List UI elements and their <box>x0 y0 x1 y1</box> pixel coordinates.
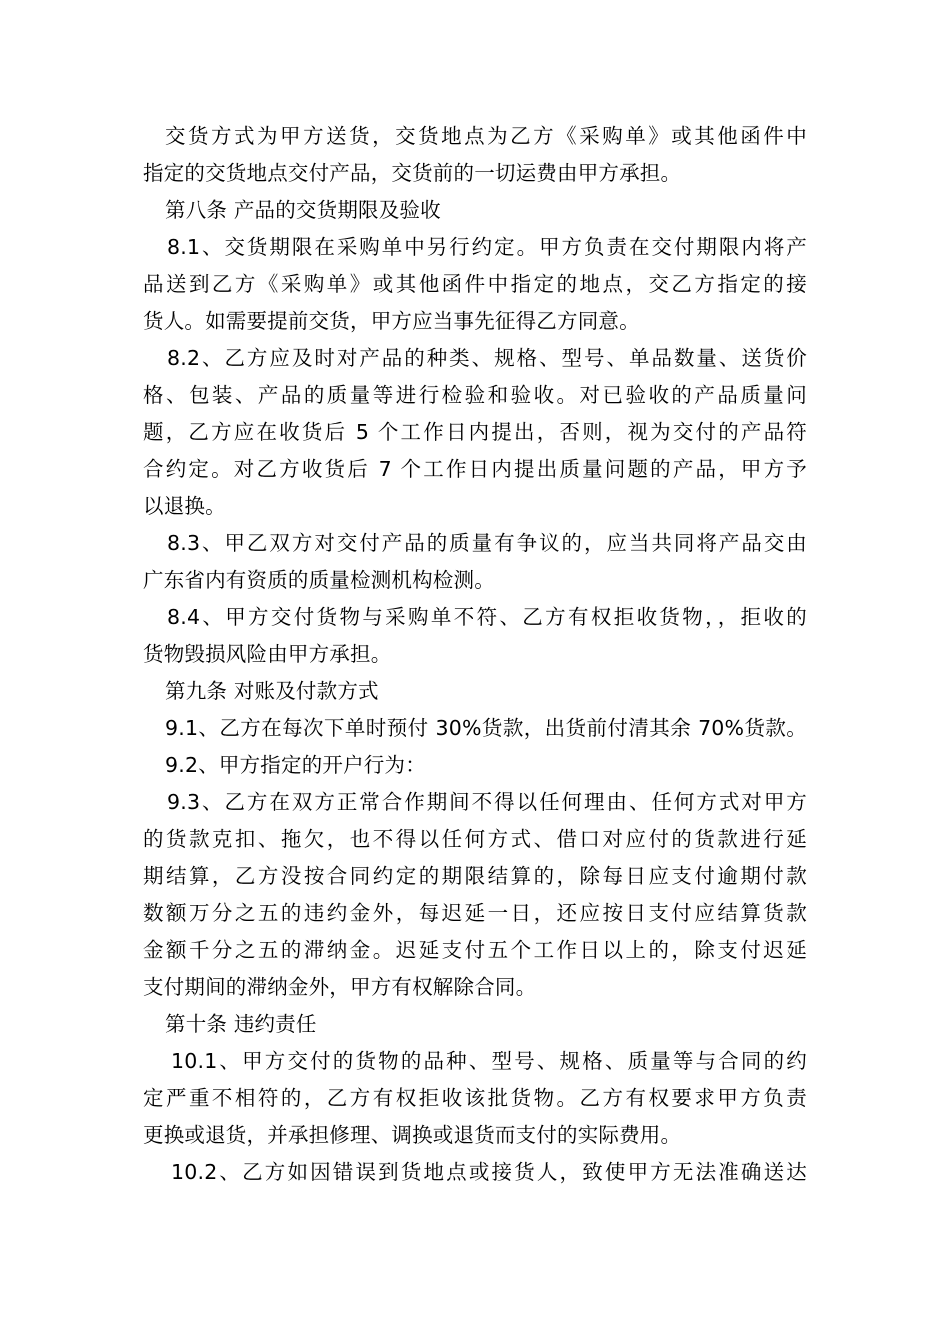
paragraph-line: 期结算，乙方没按合同约定的期限结算的，除每日应支付逾期付款 <box>143 864 807 888</box>
paragraph-line: 题，乙方应在收货后 5 个工作日内提出，否则，视为交付的产品符 <box>143 420 807 444</box>
paragraph-line: 品送到乙方《采购单》或其他函件中指定的地点，交乙方指定的接 <box>143 272 807 296</box>
paragraph-line: 定严重不相符的，乙方有权拒收该批货物。乙方有权要求甲方负责 <box>143 1086 807 1110</box>
paragraph-line: 9.2、甲方指定的开户行为： <box>165 753 426 777</box>
paragraph-line: 交货方式为甲方送货，交货地点为乙方《采购单》或其他函件中 <box>165 124 807 148</box>
paragraph-line: 9.3、乙方在双方正常合作期间不得以任何理由、任何方式对甲方 <box>167 790 807 814</box>
paragraph-line: 金额千分之五的滞纳金。迟延支付五个工作日以上的，除支付迟延 <box>143 938 807 962</box>
paragraph-line: 货人。如需要提前交货，甲方应当事先征得乙方同意。 <box>143 309 640 333</box>
paragraph-line: 8.4、甲方交付货物与采购单不符、乙方有权拒收货物，，拒收的 <box>167 605 807 629</box>
paragraph-line: 的货款克扣、拖欠，也不得以任何方式、借口对应付的货款进行延 <box>143 827 807 851</box>
document-body <box>143 118 807 1191</box>
paragraph-line: 合约定。对乙方收货后 7 个工作日内提出质量问题的产品，甲方予 <box>143 457 807 481</box>
paragraph-line: 以退换。 <box>143 494 226 518</box>
paragraph-line: 8.3、甲乙双方对交付产品的质量有争议的，应当共同将产品交由 <box>167 531 807 555</box>
paragraph-line: 货物毁损风险由甲方承担。 <box>143 642 392 666</box>
paragraph-line: 10.1、甲方交付的货物的品种、型号、规格、质量等与合同的约 <box>171 1049 807 1073</box>
section-heading: 第十条 违约责任 <box>165 1012 317 1036</box>
paragraph-line: 8.2、乙方应及时对产品的种类、规格、型号、单品数量、送货价 <box>167 346 807 370</box>
paragraph-line: 8.1、交货期限在采购单中另行约定。甲方负责在交付期限内将产 <box>167 235 807 259</box>
paragraph-line: 10.2、乙方如因错误到货地点或接货人，致使甲方无法准确送达 <box>171 1160 807 1184</box>
paragraph-line: 指定的交货地点交付产品，交货前的一切运费由甲方承担。 <box>143 161 682 185</box>
section-heading: 第九条 对账及付款方式 <box>165 679 379 703</box>
paragraph-line: 格、包装、产品的质量等进行检验和验收。对已验收的产品质量问 <box>143 383 807 407</box>
paragraph-line: 支付期间的滞纳金外，甲方有权解除合同。 <box>143 975 537 999</box>
paragraph-line: 更换或退货，并承担修理、调换或退货而支付的实际费用。 <box>143 1123 682 1147</box>
section-heading: 第八条 产品的交货期限及验收 <box>165 198 441 222</box>
paragraph-line: 广东省内有资质的质量检测机构检测。 <box>143 568 495 592</box>
paragraph-line: 数额万分之五的违约金外，每迟延一日，还应按日支付应结算货款 <box>143 901 807 925</box>
paragraph-line: 9.1、乙方在每次下单时预付 30%货款，出货前付清其余 70%货款。 <box>165 716 807 740</box>
